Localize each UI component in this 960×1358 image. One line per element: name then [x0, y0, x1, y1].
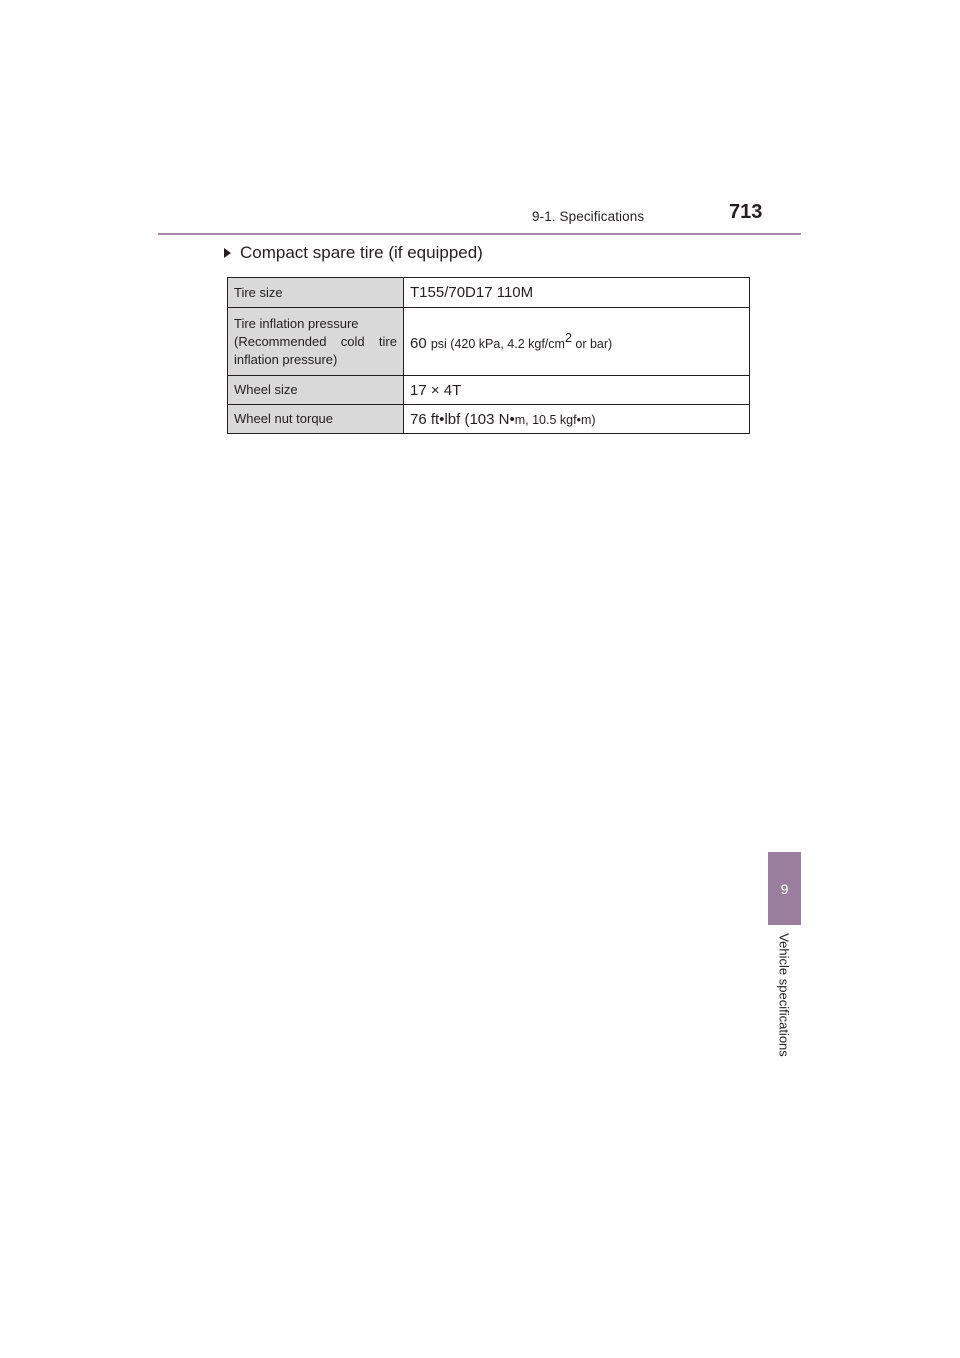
value-units: psi (420 kPa, 4.2 kgf/cm — [430, 337, 565, 351]
label-line: (Recommended cold tire — [234, 333, 397, 349]
row-value: T155/70D17 110M — [404, 278, 750, 308]
subheading — [224, 243, 483, 263]
row-value: 17 × 4T — [404, 376, 750, 405]
table-row — [228, 405, 750, 434]
triangle-bullet-icon — [224, 248, 231, 258]
label-line: Tire inflation pressure — [234, 315, 359, 331]
subheading-text: Compact spare tire (if equipped) — [240, 243, 483, 262]
table-row — [228, 376, 750, 405]
value-part: 76 ft•lbf (103 N• — [410, 410, 515, 428]
row-value — [404, 308, 750, 376]
spec-table — [227, 277, 750, 434]
value-number: 60 — [410, 335, 431, 352]
value-units-tail: or bar) — [571, 337, 613, 351]
table-row — [228, 278, 750, 308]
row-label — [228, 308, 404, 376]
value-part: m, 10.5 kgf•m) — [514, 412, 596, 427]
table-row — [228, 308, 750, 376]
value-superscript: 2 — [564, 331, 572, 345]
chapter-label-text: Vehicle specifications — [776, 933, 792, 1057]
section-title: 9-1. Specifications — [532, 209, 645, 224]
row-label: Tire size — [228, 278, 404, 308]
chapter-tab: 9 — [768, 852, 801, 925]
header-divider — [158, 233, 801, 235]
page-number: 713 — [729, 201, 763, 223]
row-label: Wheel nut torque — [228, 405, 404, 434]
row-label: Wheel size — [228, 376, 404, 405]
label-line: inflation pressure) — [234, 351, 338, 367]
row-value — [404, 405, 750, 434]
